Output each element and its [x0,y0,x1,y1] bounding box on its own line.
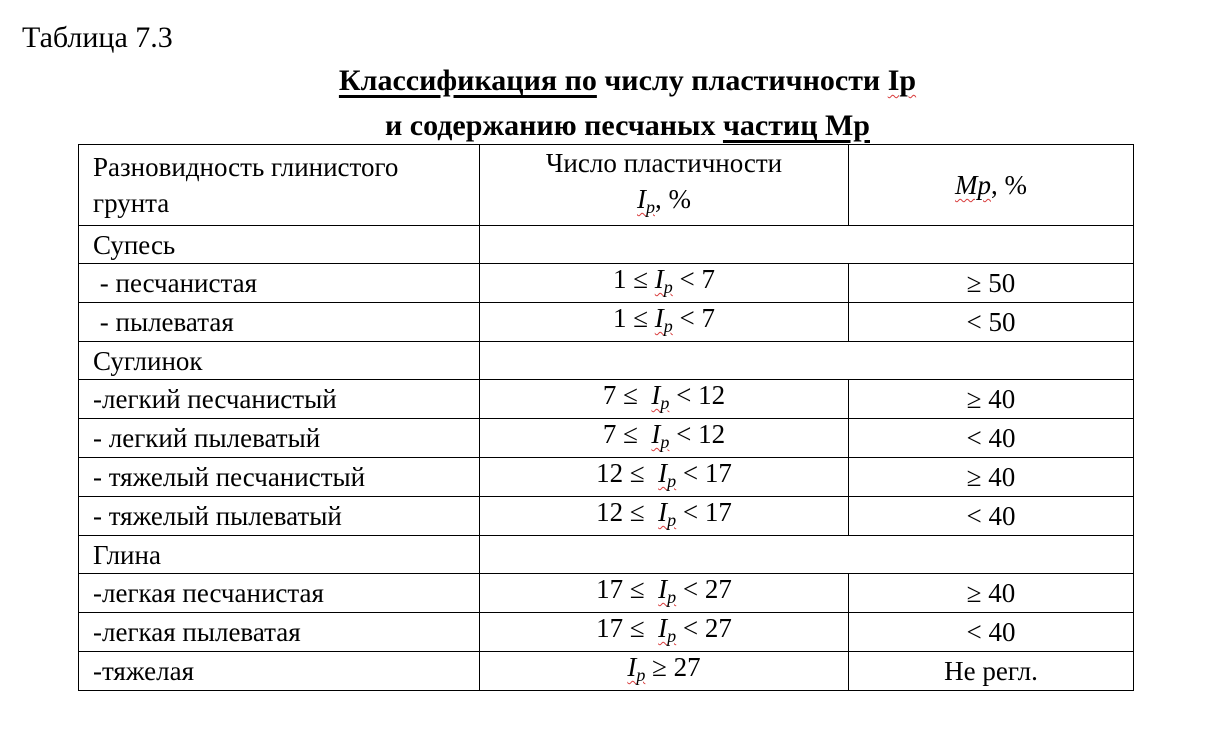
sand-content-value: ≥ 40 [849,574,1134,613]
sand-content-value: < 40 [849,613,1134,652]
table-row [79,380,1134,419]
plasticity-prefix: 12 ≤ [596,458,659,488]
plasticity-range [480,264,849,303]
plasticity-symbol: $I_p$ [654,264,673,297]
sand-content-value: ≥ 40 [849,380,1134,419]
group-name: Глина [79,536,480,574]
plasticity-suffix: < 12 [669,380,726,410]
plasticity-symbol: $I_p$ [627,652,646,685]
plasticity-suffix: < 27 [676,613,732,643]
plasticity-prefix: 17 ≤ [596,613,659,643]
plasticity-range [480,574,849,613]
table-row [79,303,1134,342]
plasticity-suffix: < 17 [676,497,732,527]
group-row [79,226,1134,264]
table-row [79,652,1134,691]
plasticity-range [480,303,849,342]
soil-subtype: - песчанистая [79,264,480,303]
plasticity-prefix: 12 ≤ [596,497,659,527]
plasticity-range [480,613,849,652]
plasticity-prefix: 7 ≤ [602,380,652,410]
table-body [79,226,1134,691]
sand-content-value: < 40 [849,497,1134,536]
soil-subtype: -легкая пылеватая [79,613,480,652]
header-row [79,145,1134,226]
header-plasticity-index [480,145,849,226]
header-plasticity-symbol: $I_p$ [637,184,655,217]
soil-subtype: -легкий песчанистый [79,380,480,419]
classification-table [78,144,1134,691]
table-row [79,574,1134,613]
table-title-line-1 [0,63,1217,99]
plasticity-range [480,497,849,536]
plasticity-prefix: 1 ≤ [612,264,655,294]
plasticity-range [480,458,849,497]
title-part-3: Ip [887,64,917,97]
title-part-5: частиц Мр [722,109,870,142]
sand-content-value: < 50 [849,303,1134,342]
group-name: Суглинок [79,342,480,380]
table-caption-number: Таблица 7.3 [22,21,173,54]
table-row [79,264,1134,303]
header-soil-type: Разновидность глинистого грунта [79,145,480,226]
plasticity-suffix: ≥ 27 [645,652,701,682]
group-empty-cell [480,536,1134,574]
header-sand-symbol: Мр [955,170,991,200]
table-row [79,419,1134,458]
plasticity-range [480,380,849,419]
group-empty-cell [480,226,1134,264]
soil-subtype: - легкий пылеватый [79,419,480,458]
plasticity-prefix: 1 ≤ [612,303,655,333]
title-part-1: Классификация по [338,64,597,97]
table-row [79,613,1134,652]
plasticity-suffix: < 7 [672,264,716,294]
header-plasticity-label: Число пластичности [545,148,783,178]
group-row [79,536,1134,574]
group-name: Супесь [79,226,480,264]
plasticity-range [480,652,849,691]
soil-subtype: - тяжелый пылеватый [79,497,480,536]
title-part-2: числу пластичности [596,64,888,97]
title-part-4: и содержанию песчаных [384,109,723,142]
plasticity-prefix: 17 ≤ [596,574,659,604]
header-plasticity-unit: , % [655,184,691,214]
plasticity-symbol: $I_p$ [651,380,670,413]
group-row [79,342,1134,380]
soil-subtype: -легкая песчанистая [79,574,480,613]
sand-content-value: ≥ 50 [849,264,1134,303]
soil-subtype: -тяжелая [79,652,480,691]
plasticity-suffix: < 27 [676,574,732,604]
plasticity-symbol: $I_p$ [654,303,673,336]
sand-content-value: < 40 [849,419,1134,458]
sand-content-value: Не регл. [849,652,1134,691]
table-row [79,458,1134,497]
plasticity-symbol: $I_p$ [651,419,670,452]
plasticity-prefix: 7 ≤ [602,419,652,449]
header-sand-unit: , % [991,170,1027,200]
plasticity-range [480,419,849,458]
sand-content-value: ≥ 40 [849,458,1134,497]
soil-subtype: - пылеватая [79,303,480,342]
plasticity-suffix: < 17 [676,458,732,488]
plasticity-symbol: $I_p$ [658,613,677,646]
table-row [79,497,1134,536]
plasticity-symbol: $I_p$ [658,497,677,530]
header-sand-content [849,145,1134,226]
plasticity-suffix: < 12 [669,419,726,449]
soil-subtype: - тяжелый песчанистый [79,458,480,497]
group-empty-cell [480,342,1134,380]
plasticity-symbol: $I_p$ [658,574,677,607]
plasticity-suffix: < 7 [672,303,716,333]
plasticity-symbol: $I_p$ [658,458,677,491]
table-title-line-2 [0,108,1217,144]
